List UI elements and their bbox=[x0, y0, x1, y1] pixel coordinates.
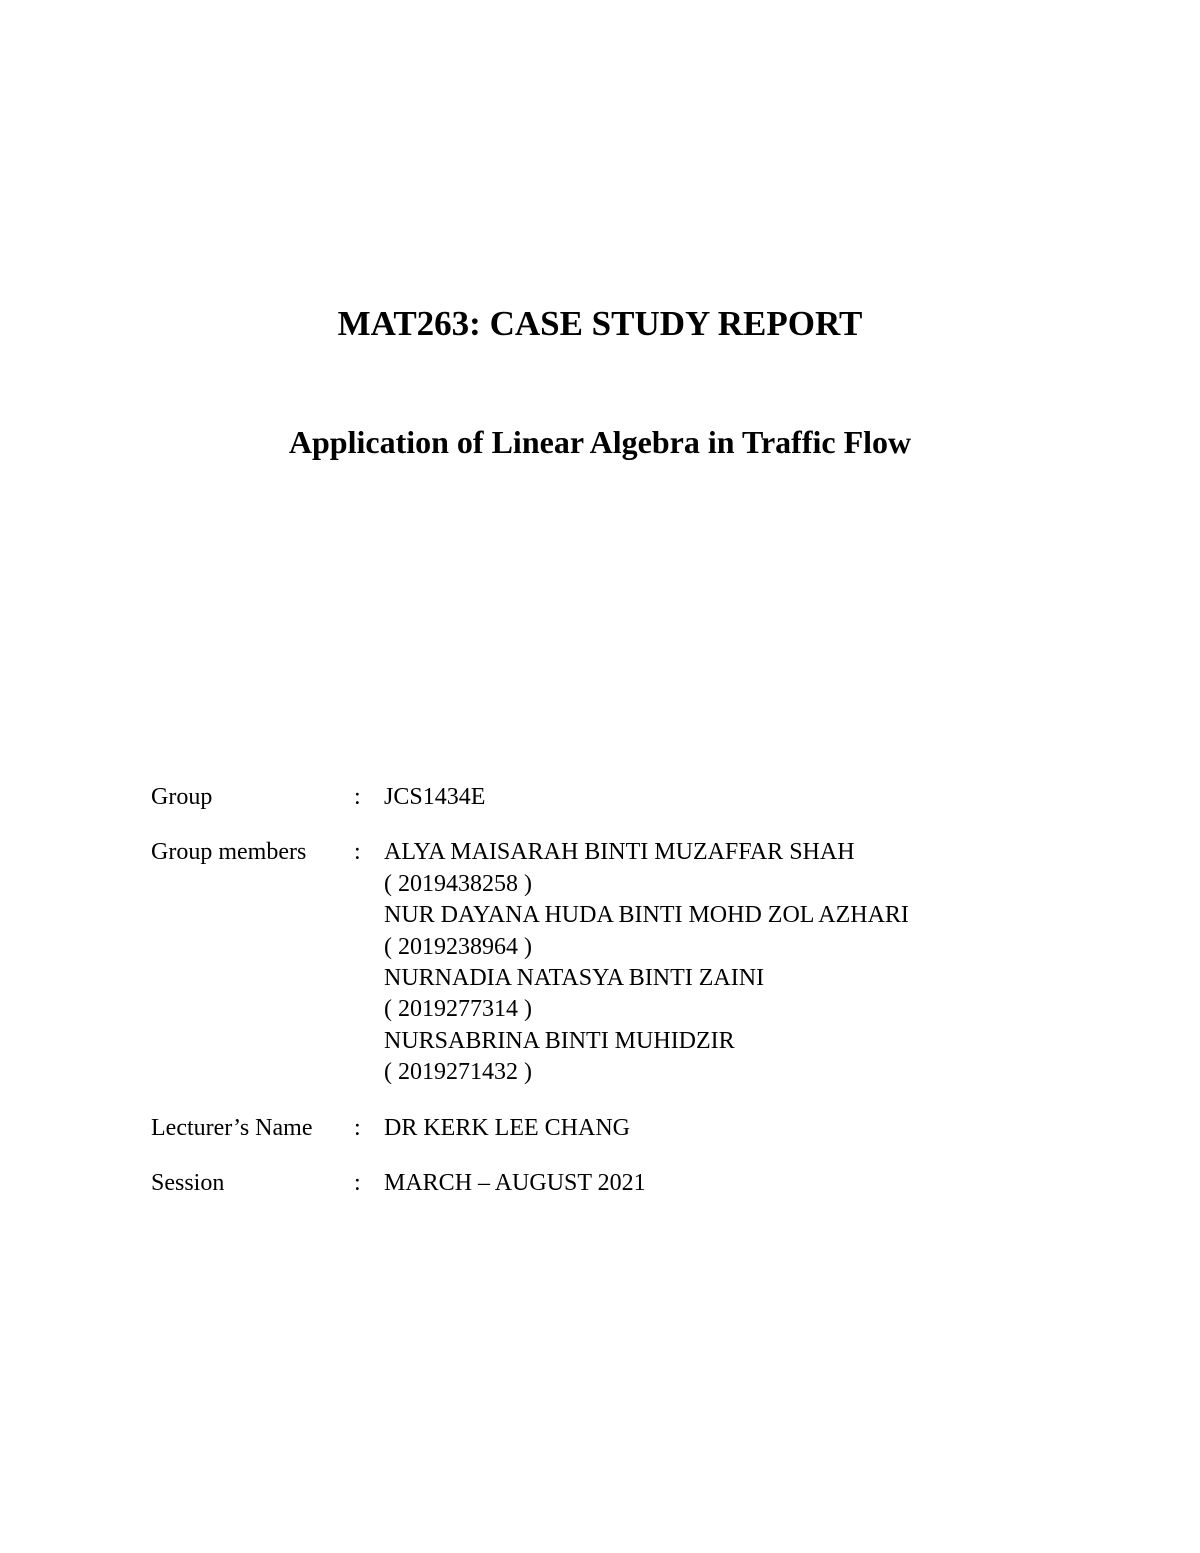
report-title: MAT263: CASE STUDY REPORT bbox=[337, 304, 863, 343]
member-name: NURSABRINA BINTI MUHIDZIR bbox=[384, 1027, 735, 1054]
session-row bbox=[151, 1168, 1051, 1199]
lecturer-value: DR KERK LEE CHANG bbox=[384, 1114, 630, 1141]
member-name: NUR DAYANA HUDA BINTI MOHD ZOL AZHARI bbox=[384, 902, 909, 929]
session-colon: : bbox=[354, 1170, 361, 1197]
report-subtitle: Application of Linear Algebra in Traffic Flow bbox=[288, 424, 912, 460]
group-value: JCS1434E bbox=[384, 784, 486, 810]
member-name: NURNADIA NATASYA BINTI ZAINI bbox=[384, 965, 765, 992]
members-list bbox=[384, 837, 1051, 1088]
report-details bbox=[151, 782, 1051, 1223]
lecturer-colon: : bbox=[354, 1114, 361, 1141]
member-name: ALYA MAISARAH BINTI MUZAFFAR SHAH bbox=[384, 839, 855, 866]
members-colon: : bbox=[354, 839, 361, 866]
group-colon: : bbox=[354, 784, 361, 810]
session-label: Session bbox=[151, 1170, 225, 1197]
lecturer-row bbox=[151, 1113, 1051, 1144]
lecturer-label: Lecturer’s Name bbox=[151, 1114, 313, 1141]
member-student-id: ( 2019238964 ) bbox=[384, 933, 532, 960]
session-value: MARCH – AUGUST 2021 bbox=[384, 1170, 646, 1197]
member-student-id: ( 2019438258 ) bbox=[384, 870, 532, 897]
members-label: Group members bbox=[151, 839, 307, 866]
group-label: Group bbox=[151, 784, 213, 810]
members-row bbox=[151, 837, 1051, 1088]
group-row bbox=[151, 782, 1051, 813]
member-student-id: ( 2019277314 ) bbox=[384, 996, 532, 1023]
member-student-id: ( 2019271432 ) bbox=[384, 1059, 532, 1086]
